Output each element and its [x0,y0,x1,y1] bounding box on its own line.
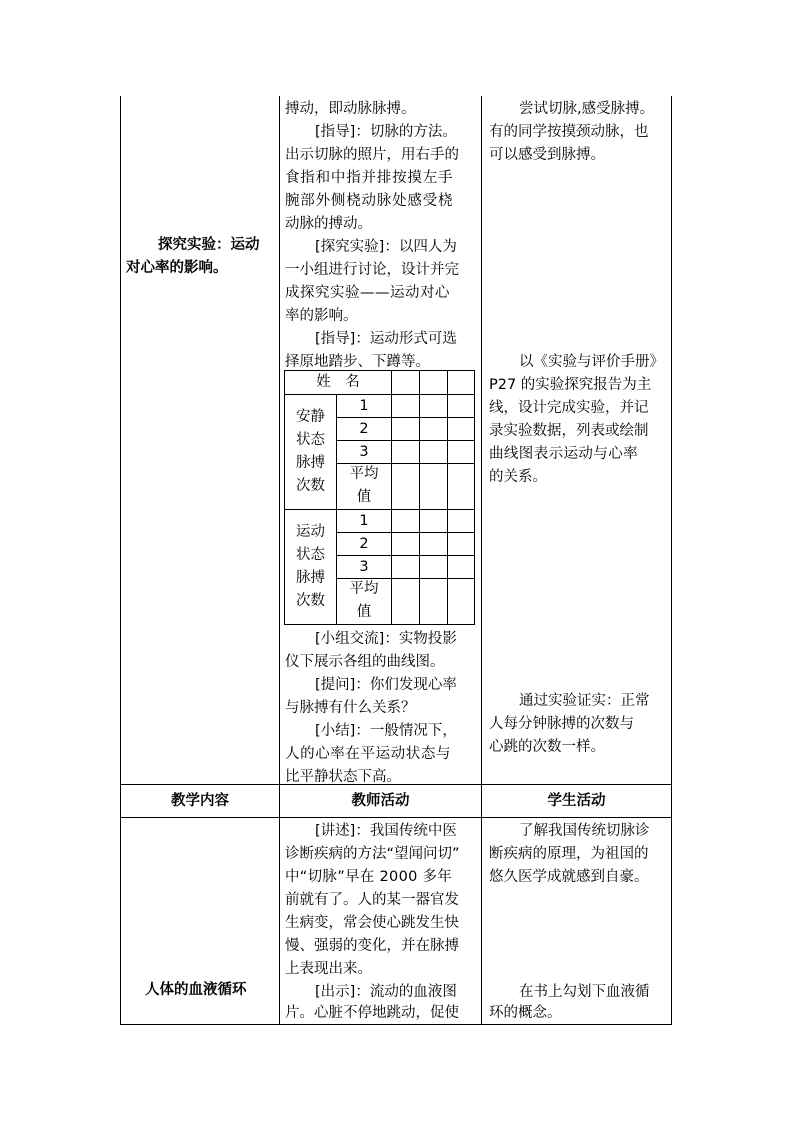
content-title-line-1: 探究实验：运动 [158,237,260,253]
teacher-line: [讲述]：我国传统中医 [315,823,457,839]
row-number: 2 [359,536,369,552]
student-line: 了解我国传统切脉诊 [519,823,650,839]
teacher-line: [小组交流]：实物投影 [315,631,457,647]
table-divider-col1 [279,96,280,1025]
teacher-line: [指导]：切脉的方法。 [315,124,457,140]
average-label [337,578,391,624]
name-header: 姓 名 [316,374,360,390]
student-line: 录实验数据，列表或绘制 [489,423,649,439]
teacher-line: 搏动，即动脉脉搏。 [285,101,416,117]
teacher-line: [提问]：你们发现心率 [315,677,457,693]
teacher-line: 食指和中指并排按摸左手 [285,170,454,186]
teacher-line: 慢、强弱的变化，并在脉搏 [285,938,459,954]
teacher-line: [指导]：运动形式可选 [315,331,457,347]
teacher-line: 动脉的搏动。 [285,216,372,232]
header-teacher-activity: 教师活动 [351,793,410,809]
exercise-label-line: 状态 [296,547,325,563]
row-number: 3 [359,559,369,575]
row-number: 1 [359,513,369,529]
table-row-divider-bottom [120,817,672,818]
student-line: 断疾病的原理，为祖国的 [489,846,649,862]
teacher-line: 前就有了。人的某一器官发 [285,892,459,908]
teacher-line: [探究实验]：以四人为 [315,239,457,255]
student-line: 可以感受到脉搏。 [489,147,605,163]
student-line: 在书上勾划下血液循 [519,984,650,1000]
inner-table-vline [474,370,475,625]
average-label-line: 值 [356,604,372,620]
row-number: 1 [359,398,369,414]
student-line: 曲线图表示运动与心率 [489,446,638,462]
teacher-line: [出示]：流动的血液图 [315,984,457,1000]
rest-label-line: 脉搏 [296,455,325,471]
average-label-line: 平均 [349,466,379,482]
row-number: 2 [359,421,369,437]
content-title-line-2: 对心率的影响。 [126,260,228,276]
student-line: 悠久医学成就感到自豪。 [489,869,649,885]
teacher-line: 仪下展示各组的曲线图。 [285,654,445,670]
average-label [337,463,391,509]
inner-table-vline [447,370,448,625]
student-line: 以《实验与评价手册》 [519,354,664,370]
teacher-line: 腕部外侧桡动脉处感受桡 [285,193,454,209]
teacher-line: 中“切脉”早在 2000 多年 [285,869,453,885]
inner-table-vline [419,370,420,625]
exercise-label-line: 次数 [296,593,325,609]
exercise-label-line: 运动 [296,524,325,540]
teacher-line: 成探究实验——运动对心 [285,285,450,301]
student-line: 人每分钟脉搏的次数与 [489,716,634,732]
header-teaching-content: 教学内容 [171,793,229,809]
teacher-line: 诊断疾病的方法“望闻问切” [285,846,460,862]
rest-label-line: 状态 [296,432,325,448]
table-border-left [120,96,121,1025]
exercise-label-line: 脉搏 [296,570,325,586]
header-student-activity: 学生活动 [547,793,606,809]
rest-label [285,406,336,498]
teacher-line: 上表现出来。 [285,961,372,977]
teacher-line: 生病变，常会使心跳发生快 [285,915,459,931]
student-line: 心跳的次数一样。 [489,739,605,755]
row-number: 3 [359,444,369,460]
teacher-line: 比平静状态下高。 [285,769,401,785]
student-line: 线，设计完成实验，并记 [489,400,649,416]
inner-table-vline [391,370,392,625]
table-divider-col2 [481,96,482,1025]
student-line: 有的同学按摸颈动脉，也 [489,124,649,140]
teacher-line: 人的心率在平运动状态与 [285,746,452,762]
average-label-line: 值 [356,489,372,505]
student-line: 环的概念。 [489,1005,562,1021]
teacher-line: 片。心脏不停地跳动，促使 [285,1005,459,1021]
rest-label-line: 安静 [296,409,325,425]
exercise-label [285,521,336,613]
teacher-line: [小结]：一般情况下， [315,723,457,739]
average-label-line: 平均 [349,581,379,597]
content-title-blood-circulation: 人体的血液循环 [145,982,247,998]
teacher-line: 择原地踏步、下蹲等。 [285,354,430,370]
student-line: P27 的实验探究报告为主 [489,377,652,393]
student-line: 的关系。 [489,469,547,485]
student-line: 尝试切脉,感受脉搏。 [519,101,655,117]
teacher-line: 与脉搏有什么关系？ [285,700,416,716]
table-border-right [671,96,672,1025]
teacher-line: 率的影响。 [285,308,358,324]
rest-label-line: 次数 [296,478,325,494]
teacher-line: 一小组进行讨论，设计并完 [285,262,459,278]
teacher-line: 出示切脉的照片，用右手的 [285,147,459,163]
student-line: 通过实验证实：正常 [519,693,650,709]
